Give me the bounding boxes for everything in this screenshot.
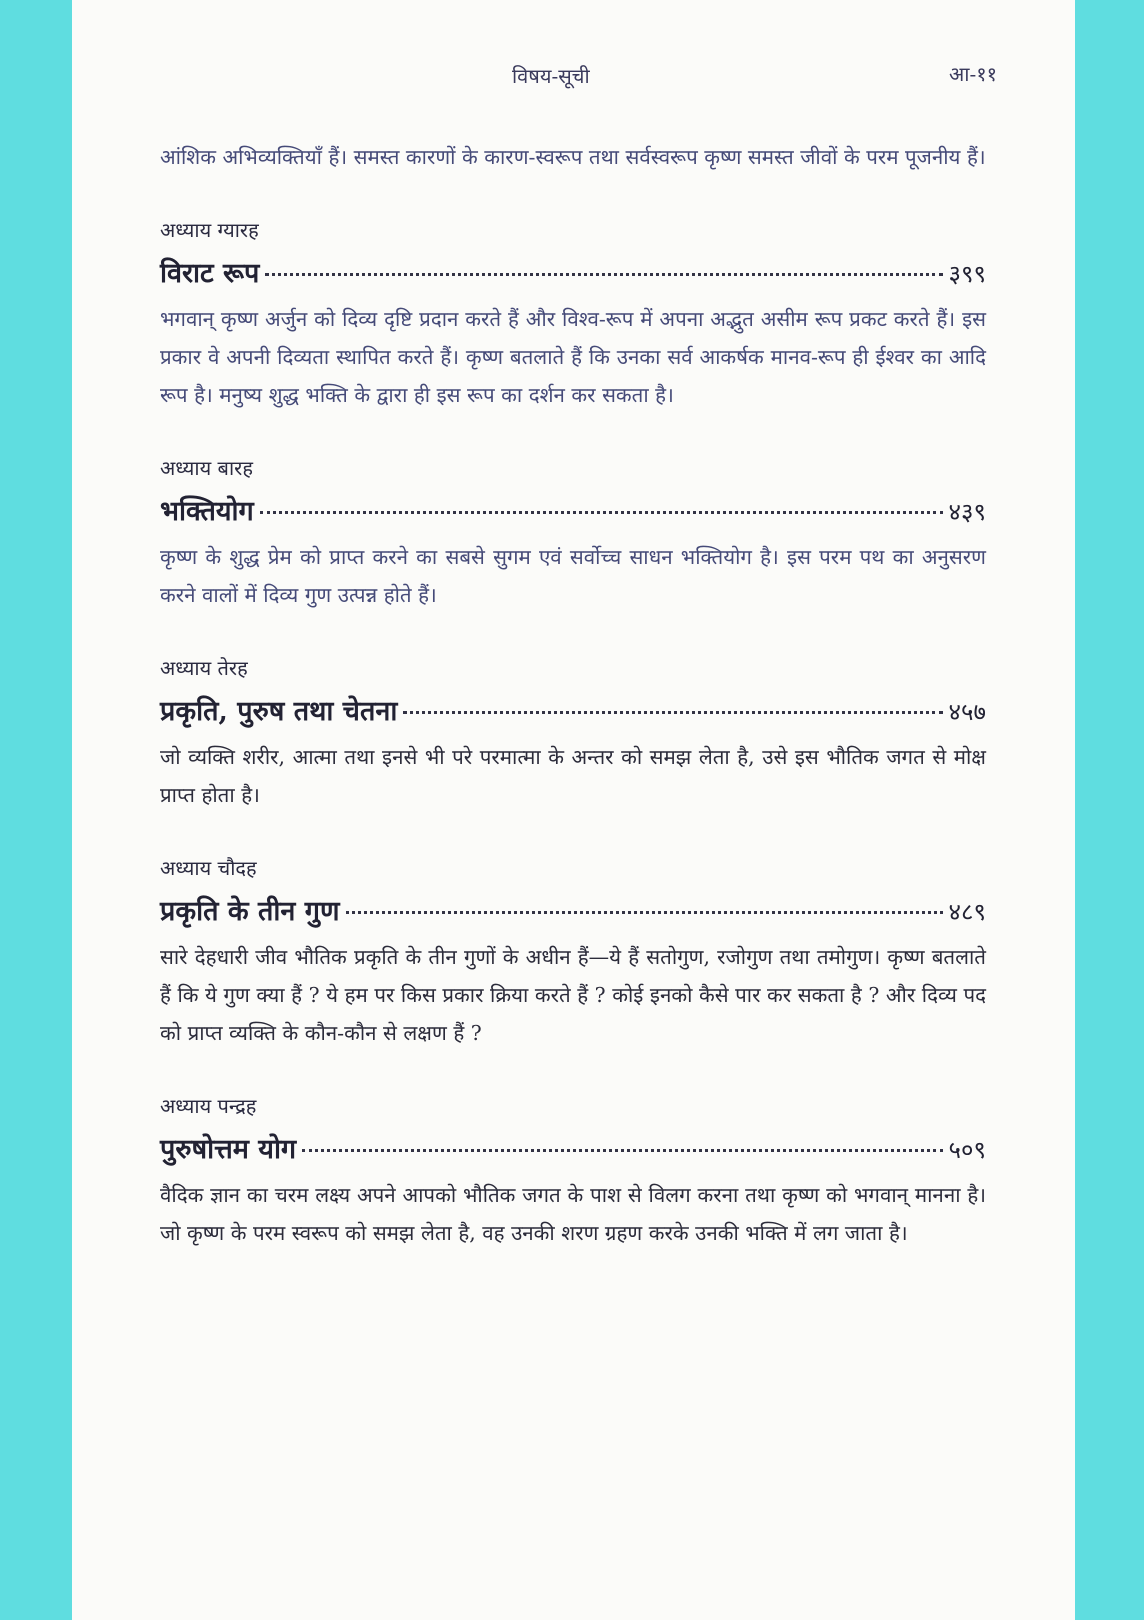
chapter-title: प्रकृति, पुरुष तथा चेतना xyxy=(160,696,398,727)
chapter-description: सारे देहधारी जीव भौतिक प्रकृति के तीन गुणों के अधीन हैं—ये हैं सतोगुण, रजोगुण तथा तमोगुण। कृष्ण बतलाते हैं कि ये गुण क्या हैं ? ये हम पर किस प्रकार क्रिया करते हैं ? कोई इनको कैसे पार कर सकता है ? और दिव्य पद को प्राप्त व्यक्ति के कौन-कौन से लक्षण हैं ? xyxy=(160,945,986,1045)
chapter-description: भगवान् कृष्ण अर्जुन को दिव्य दृष्टि प्रदान करते हैं और विश्व-रूप में अपना अद्भुत असीम रूप प्रकट करते हैं। इस प्रकार वे अपनी दिव्यता स्थापित करते हैं। कृष्ण बतलाते हैं कि उनका सर्व आकर्षक मानव-रूप ही ईश्वर का आदि रूप है। मनुष्य शुद्ध भक्ति के द्वारा ही इस रूप का दर्शन कर सकता है। xyxy=(160,307,986,407)
running-header-page-number: आ-११ xyxy=(949,62,997,86)
contents-body xyxy=(160,138,986,1252)
chapter-label: अध्याय चौदह xyxy=(160,856,257,880)
chapter-label: अध्याय पन्द्रह xyxy=(160,1094,257,1118)
dot-leader xyxy=(260,511,943,514)
chapter-label: अध्याय ग्यारह xyxy=(160,218,259,242)
chapter-description: कृष्ण के शुद्ध प्रेम को प्राप्त करने का सबसे सुगम एवं सर्वोच्च साधन भक्तियोग है। इस परम पथ का अनुसरण करने वालों में दिव्य गुण उत्पन्न होते हैं। xyxy=(160,545,986,607)
chapter-entry-11 xyxy=(160,214,986,414)
chapter-label: अध्याय बारह xyxy=(160,456,253,480)
dot-leader xyxy=(265,273,942,276)
dot-leader xyxy=(302,1149,942,1152)
chapter-title-row xyxy=(160,1128,986,1172)
chapter-title: भक्तियोग xyxy=(160,496,254,527)
chapter-title: प्रकृति के तीन गुण xyxy=(160,896,340,927)
book-page xyxy=(72,0,1075,1620)
chapter-description: जो व्यक्ति शरीर, आत्मा तथा इनसे भी परे परमात्मा के अन्तर को समझ लेता है, उसे इस भौतिक जगत से मोक्ष प्राप्त होता है। xyxy=(160,745,986,807)
chapter-page-number: ४३९ xyxy=(948,498,986,526)
chapter-title: विराट रूप xyxy=(160,258,260,289)
dot-leader xyxy=(403,711,942,714)
chapter-entry-14 xyxy=(160,852,986,1052)
chapter-page-number: ४८९ xyxy=(948,898,986,926)
running-header-title: विषय-सूची xyxy=(512,64,590,88)
chapter-entry-13 xyxy=(160,652,986,814)
chapter-description: वैदिक ज्ञान का चरम लक्ष्य अपने आपको भौतिक जगत के पाश से विलग करना तथा कृष्ण को भगवान् मानना है। जो कृष्ण के परम स्वरूप को समझ लेता है, वह उनकी शरण ग्रहण करके उनकी भक्ति में लग जाता है। xyxy=(160,1183,986,1245)
chapter-title-row xyxy=(160,252,986,296)
chapter-title-row xyxy=(160,490,986,534)
chapter-title: पुरुषोत्तम योग xyxy=(160,1134,297,1165)
chapter-page-number: ३९९ xyxy=(948,260,986,288)
intro-paragraph: आंशिक अभिव्यक्तियाँ हैं। समस्त कारणों के कारण-स्वरूप तथा सर्वस्वरूप कृष्ण समस्त जीवों के परम पूजनीय हैं। xyxy=(160,145,986,169)
chapter-page-number: ५०९ xyxy=(948,1136,986,1164)
dot-leader xyxy=(346,911,943,914)
chapter-entry-15 xyxy=(160,1090,986,1252)
chapter-page-number: ४५७ xyxy=(948,698,986,726)
chapter-entry-12 xyxy=(160,452,986,614)
chapter-label: अध्याय तेरह xyxy=(160,656,248,680)
chapter-title-row xyxy=(160,890,986,934)
chapter-title-row xyxy=(160,690,986,734)
